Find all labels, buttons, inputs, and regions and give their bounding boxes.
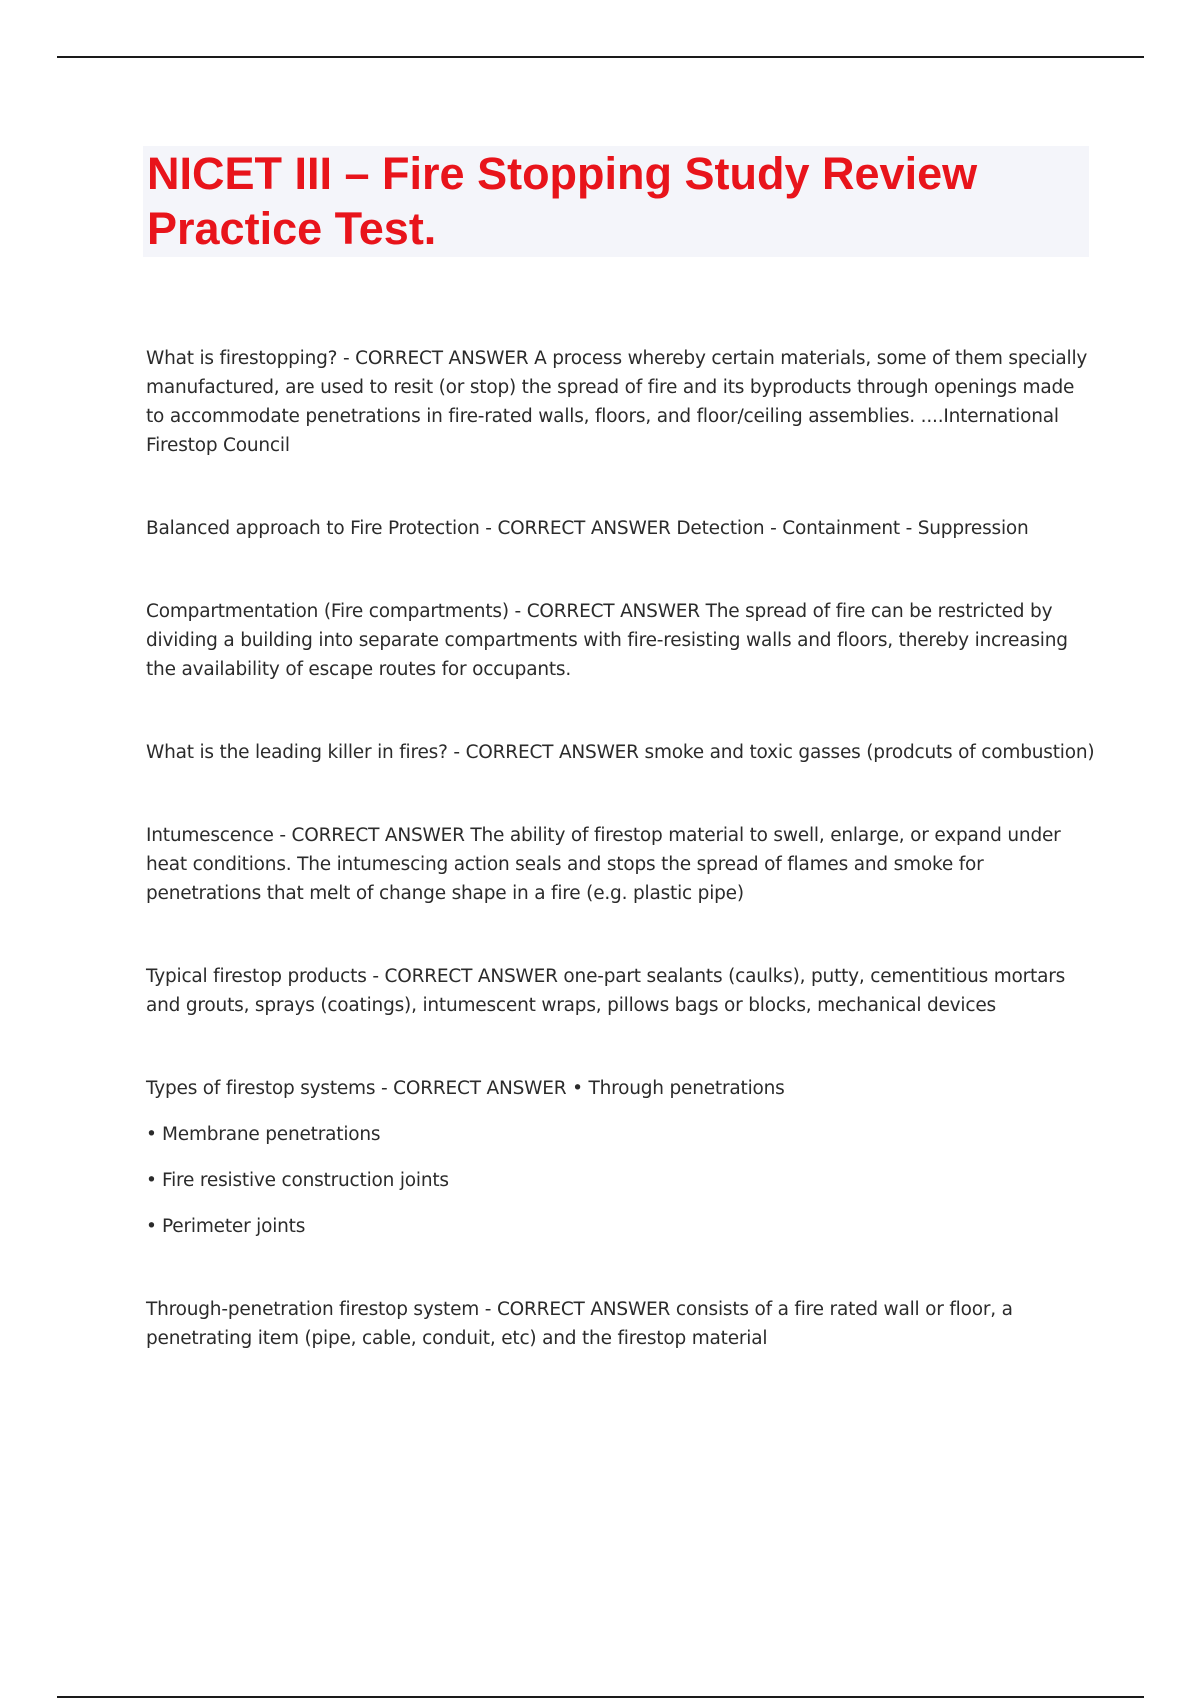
footer-rule: [57, 1696, 1144, 1698]
answer-label: CORRECT ANSWER: [355, 348, 529, 369]
answer-text: • Through penetrations: [572, 1078, 785, 1099]
question-text: Typical firestop products: [146, 966, 367, 987]
answer-text: A process whereby certain materials, some of them specially manufactured, are used to resit (or stop) the spread of fire and its byproducts through openings made to accommodate penetrations in fire-rated walls, floors, and floor/ceiling assemblies. ....International Firestop Council: [146, 348, 1088, 456]
answer-text: one-part sealants (caulks), putty, cementitious mortars and grouts, sprays (coatings), intumescent wraps, pillows bags or blocks, mechanical devices: [146, 966, 1066, 1016]
answer-label: CORRECT ANSWER: [384, 966, 558, 987]
question-text: What is the leading killer in fires?: [146, 742, 448, 763]
answer-text: The ability of firestop material to swell, enlarge, or expand under heat conditions. The intumescing action seals and stops the spread of flames and smoke for penetrations that melt of change shape in a fire (e.g. plastic pipe): [146, 825, 1061, 904]
list-item: • Perimeter joints: [146, 1212, 1096, 1241]
answer-text: smoke and toxic gasses (prodcuts of combustion): [644, 742, 1095, 763]
answer-label: CORRECT ANSWER: [393, 1078, 567, 1099]
qa-entry: Balanced approach to Fire Protection - CORRECT ANSWER Detection - Containment - Suppression: [146, 518, 1029, 539]
question-text: Balanced approach to Fire Protection: [146, 518, 480, 539]
answer-label: CORRECT ANSWER: [526, 601, 700, 622]
title-block: [143, 146, 1089, 257]
qa-entry: What is firestopping? - CORRECT ANSWER A process whereby certain materials, some of them specially manufactured, are used to resit (or stop) the spread of fire and its byproducts through openings made to accommodate penetrations in fire-rated walls, floors, and floor/ceiling assemblies. ....International Firestop Council: [146, 348, 1088, 456]
answer-label: CORRECT ANSWER: [496, 1299, 671, 1320]
document-body: [146, 344, 1096, 1353]
qa-entry: [146, 1074, 1096, 1241]
question-text: What is firestopping?: [146, 348, 338, 369]
qa-entry: Typical firestop products - CORRECT ANSWER one-part sealants (caulks), putty, cementitious mortars and grouts, sprays (coatings), intumescent wraps, pillows bags or blocks, mechanical devices: [146, 966, 1066, 1016]
answer-text: consists of a fire rated wall or floor, a penetrating item (pipe, cable, conduit, etc) and the firestop material: [146, 1299, 1013, 1349]
answer-label: CORRECT ANSWER: [291, 825, 465, 846]
qa-entry: What is the leading killer in fires? - CORRECT ANSWER smoke and toxic gasses (prodcuts of combustion): [146, 742, 1095, 763]
qa-entry: Through-penetration firestop system - CORRECT ANSWER consists of a fire rated wall or floor, a penetrating item (pipe, cable, conduit, etc) and the firestop material: [146, 1299, 1013, 1349]
document-title: NICET III – Fire Stopping Study Review Practice Test.: [147, 148, 978, 254]
question-text: Compartmentation (Fire compartments): [146, 601, 509, 622]
answer-text: Detection - Containment - Suppression: [676, 518, 1029, 539]
bullet-list: [146, 1120, 1096, 1241]
qa-entry: Intumescence - CORRECT ANSWER The ability of firestop material to swell, enlarge, or expand under heat conditions. The intumescing action seals and stops the spread of flames and smoke for penetrations that melt of change shape in a fire (e.g. plastic pipe): [146, 825, 1061, 904]
list-item: • Membrane penetrations: [146, 1120, 1096, 1149]
answer-label: CORRECT ANSWER: [497, 518, 671, 539]
question-text: Through-penetration firestop system: [146, 1299, 480, 1320]
question-text: Types of firestop systems: [146, 1078, 376, 1099]
question-text: Intumescence: [146, 825, 274, 846]
header-rule: [57, 56, 1144, 58]
qa-entry: Compartmentation (Fire compartments) - CORRECT ANSWER The spread of fire can be restricted by dividing a building into separate compartments with fire-resisting walls and floors, thereby increasing the availability of escape routes for occupants.: [146, 601, 1068, 680]
list-item: • Fire resistive construction joints: [146, 1166, 1096, 1195]
answer-label: CORRECT ANSWER: [465, 742, 639, 763]
answer-text: The spread of fire can be restricted by dividing a building into separate compartments with fire-resisting walls and floors, thereby increasing the availability of escape routes for occupants.: [146, 601, 1068, 680]
qa-entry-lead: Types of firestop systems - CORRECT ANSWER • Through penetrations: [146, 1078, 785, 1099]
